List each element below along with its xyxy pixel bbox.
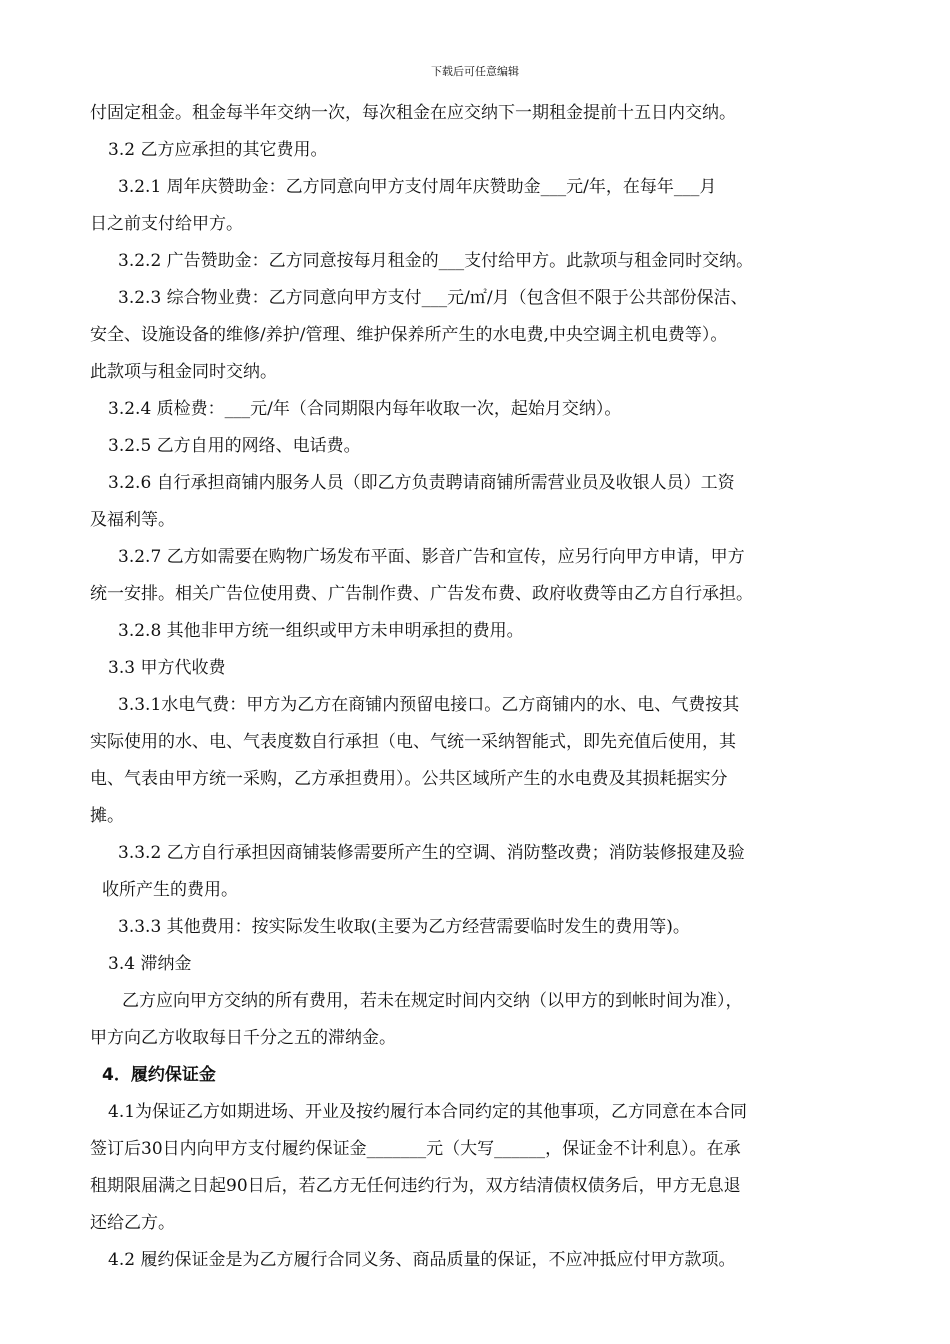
document-line: 还给乙方。: [90, 1213, 175, 1233]
document-line: 付固定租金。租金每半年交纳一次，每次租金在应交纳下一期租金提前十五日内交纳。: [90, 103, 736, 123]
document-line: 实际使用的水、电、气表度数自行承担（电、气统一采纳智能式，即先充值后使用，其: [90, 732, 736, 752]
page-header: 下载后可任意编辑: [431, 65, 519, 78]
document-line: 3.2.8 其他非甲方统一组织或甲方未申明承担的费用。: [118, 621, 524, 641]
document-line: 3.3.3 其他费用：按实际发生收取(主要为乙方经营需要临时发生的费用等)。: [118, 917, 690, 937]
document-line: 租期限届满之日起90日后，若乙方无任何违约行为，双方结清债权债务后，甲方无息退: [90, 1176, 741, 1196]
document-line: 甲方向乙方收取每日千分之五的滞纳金。: [90, 1028, 396, 1048]
document-line: 收所产生的费用。: [102, 880, 238, 900]
document-line: 统一安排。相关广告位使用费、广告制作费、广告发布费、政府收费等由乙方自行承担。: [90, 584, 753, 604]
document-line: 电、气表由甲方统一采购，乙方承担费用）。公共区域所产生的水电费及其损耗据实分: [90, 769, 728, 789]
document-line: 签订后30日内向甲方支付履约保证金_______元（大写______，保证金不计利息）。在承: [90, 1139, 741, 1159]
document-line: 此款项与租金同时交纳。: [90, 362, 277, 382]
document-line: 4.1为保证乙方如期进场、开业及按约履行本合同约定的其他事项，乙方同意在本合同: [108, 1102, 748, 1122]
document-line: 3.2.3 综合物业费：乙方同意向甲方支付___元/㎡/月（包含但不限于公共部份保洁、: [118, 288, 748, 308]
document-line: 3.2.4 质检费：___元/年（合同期限内每年收取一次，起始月交纳）。: [108, 399, 622, 419]
document-line: 3.3.2 乙方自行承担因商铺装修需要所产生的空调、消防整改费；消防装修报建及验: [118, 843, 745, 863]
document-line: 及福利等。: [90, 510, 175, 530]
document-line: 安全、设施设备的维修/养护/管理、维护保养所产生的水电费,中央空调主机电费等）。: [90, 325, 728, 345]
document-line: 3.3 甲方代收费: [108, 658, 226, 678]
document-line: 3.2 乙方应承担的其它费用。: [108, 140, 328, 160]
document-line: 日之前支付给甲方。: [90, 214, 243, 234]
document-line: 3.3.1水电气费：甲方为乙方在商铺内预留电接口。乙方商铺内的水、电、气费按其: [118, 695, 740, 715]
document-line: 3.2.7 乙方如需要在购物广场发布平面、影音广告和宣传，应另行向甲方申请，甲方: [118, 547, 745, 567]
document-line: 乙方应向甲方交纳的所有费用，若未在规定时间内交纳（以甲方的到帐时间为准），: [122, 991, 743, 1011]
document-body: [90, 95, 850, 1279]
section-heading: 4．履约保证金: [102, 1065, 216, 1085]
document-line: 摊。: [90, 806, 124, 826]
document-line: 3.2.6 自行承担商铺内服务人员（即乙方负责聘请商铺所需营业员及收银人员）工资: [108, 473, 735, 493]
document-line: 4.2 履约保证金是为乙方履行合同义务、商品质量的保证，不应冲抵应付甲方款项。: [108, 1250, 736, 1270]
document-line: 3.4 滞纳金: [108, 954, 192, 974]
document-line: 3.2.5 乙方自用的网络、电话费。: [108, 436, 361, 456]
document-line: 3.2.1 周年庆赞助金：乙方同意向甲方支付周年庆赞助金___元/年，在每年___月: [118, 177, 717, 197]
document-line: 3.2.2 广告赞助金：乙方同意按每月租金的___支付给甲方。此款项与租金同时交纳。: [118, 251, 754, 271]
